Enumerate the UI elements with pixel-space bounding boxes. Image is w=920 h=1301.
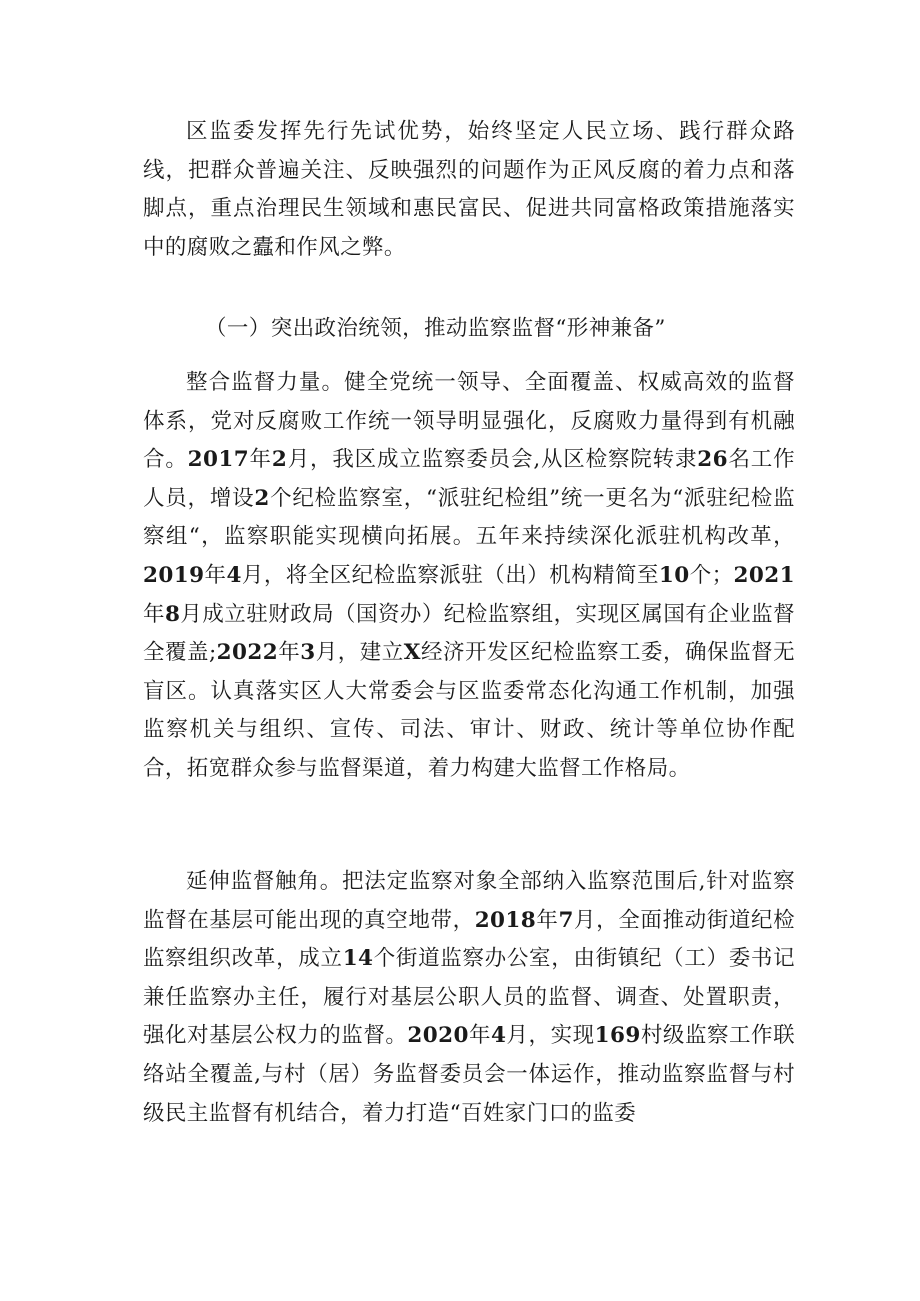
text-run: 名工作人员，增设 <box>143 447 796 511</box>
text-run: 年 <box>249 447 272 473</box>
number-run: 2 <box>254 485 270 511</box>
text-run: 村级监察工作联络站全覆盖,与村（居）务监督委员会一体运作，推动监察监督与村级民主监督有机结合，着力打造“百姓家门口的监委 <box>143 1023 795 1126</box>
paragraph-3 <box>143 863 795 1133</box>
text-run: 个； <box>689 562 734 588</box>
number-run: 2019 <box>143 562 205 588</box>
text-run: 延伸监督触角。把法定监察对象全部纳入监察范围后,针对监察监督在基层可能出现的真空地带， <box>143 869 795 933</box>
text-run: 年 <box>204 562 227 588</box>
text-run: 年 <box>468 1023 492 1049</box>
text-run: 经济开发区纪检监察工委，确保监督无盲区。认真落实区人大常委会与区监委常态化沟通工作机制，加强监察机关与组织、宣传、司法、审计、财政、统计等单位协作配合，拓宽群众参与监督渠道，着力构建大监督工作格局。 <box>143 640 795 781</box>
number-run: 2021 <box>733 562 795 588</box>
text-run: 月成立驻财政局（国资办）纪检监察组，实现区属国有企业监督全覆盖; <box>143 601 795 666</box>
text-run: 月，全面推动街道纪检监察组织改革，成立 <box>143 907 795 972</box>
number-run: 2 <box>271 447 288 473</box>
text-run: 年 <box>536 907 559 933</box>
number-run: 8 <box>164 601 181 627</box>
text-run: 月，我区成立监察委员会,从区检察院转隶 <box>287 447 698 473</box>
section-heading: （一）突出政治统领，推动监察监督“形神兼备” <box>205 316 666 341</box>
number-run: 2017 <box>187 447 250 473</box>
number-run: 3 <box>300 640 316 666</box>
number-run: 26 <box>697 447 729 473</box>
paragraph-1: 区监委发挥先行先试优势，始终坚定人民立场、践行群众路线，把群众普遍关注、反映强烈的问题作为正风反腐的着力点和落脚点，重点治理民生领域和惠民富民、促进共同富格政策措施落实中的腐败之蠹和作风之弊。 <box>143 119 795 260</box>
number-run: 2018 <box>474 907 537 933</box>
text-run: 个纪检监察室，“派驻纪检组”统一更名为“派驻纪检监察组“，监察职能实现横向拓展。五年来持续深化派驻机构改革， <box>143 485 795 550</box>
number-run: 4 <box>226 562 242 588</box>
number-run: 2020 <box>407 1023 469 1049</box>
text-run: 年 <box>143 601 165 627</box>
number-run: 14 <box>342 946 374 972</box>
number-run: 10 <box>658 562 690 588</box>
text-run: 整合监督力量。健全党统一领导、全面覆盖、权威高效的监督体系，党对反腐败工作统一领导明显强化，反腐败力量得到有机融合。 <box>143 370 795 473</box>
paragraph-2 <box>143 364 795 789</box>
text-run: 年 <box>278 640 301 666</box>
text-run: 月，实现 <box>506 1023 595 1049</box>
text-run: 月，建立 <box>315 640 404 666</box>
number-run: X <box>403 640 421 666</box>
number-run: 2022 <box>216 640 279 666</box>
text-run: 个街道监察办公室，由街镇纪（工）委书记兼任监察办主任，履行对基层公职人员的监督、调查、处置职责，强化对基层公权力的监督。 <box>143 946 795 1049</box>
number-run: 7 <box>558 907 574 933</box>
number-run: 169 <box>594 1023 641 1049</box>
text-run: 月，将全区纪检监察派驻（出）机构精简至 <box>241 562 659 588</box>
number-run: 4 <box>491 1023 507 1049</box>
